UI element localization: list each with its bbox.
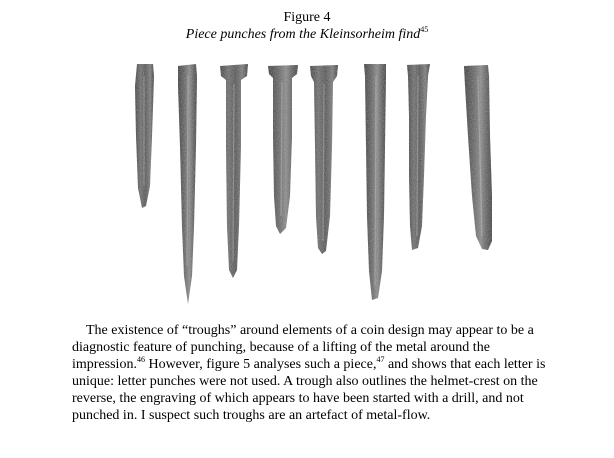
punch-4 bbox=[268, 65, 298, 234]
figure-caption bbox=[0, 26, 614, 43]
figure-caption-footnote-ref: 45 bbox=[420, 25, 429, 34]
punches-photograph bbox=[120, 56, 510, 310]
paragraph-part-1: The existence of “troughs” around elements of a coin design may appear to be a diagnostic feature of punching, because of a lifting of the metal around the impression. bbox=[72, 323, 534, 372]
footnote-ref-46: 46 bbox=[136, 355, 145, 364]
body-paragraph bbox=[72, 322, 552, 424]
figure-label: Figure 4 bbox=[283, 10, 331, 25]
paragraph-part-3: and shows that each letter is unique: letter punches were not used. A trough also outlines the helmet-crest on the reverse, the engraving of which appears to have been started with a drill, and not punched in. I suspect such troughs are an artefact of metal-flow. bbox=[72, 357, 546, 423]
figure-caption-text: Piece punches from the Kleinsorheim find bbox=[185, 27, 421, 42]
paragraph-part-2: However, figure 5 analyses such a piece, bbox=[144, 357, 377, 372]
footnote-ref-47: 47 bbox=[376, 355, 385, 364]
